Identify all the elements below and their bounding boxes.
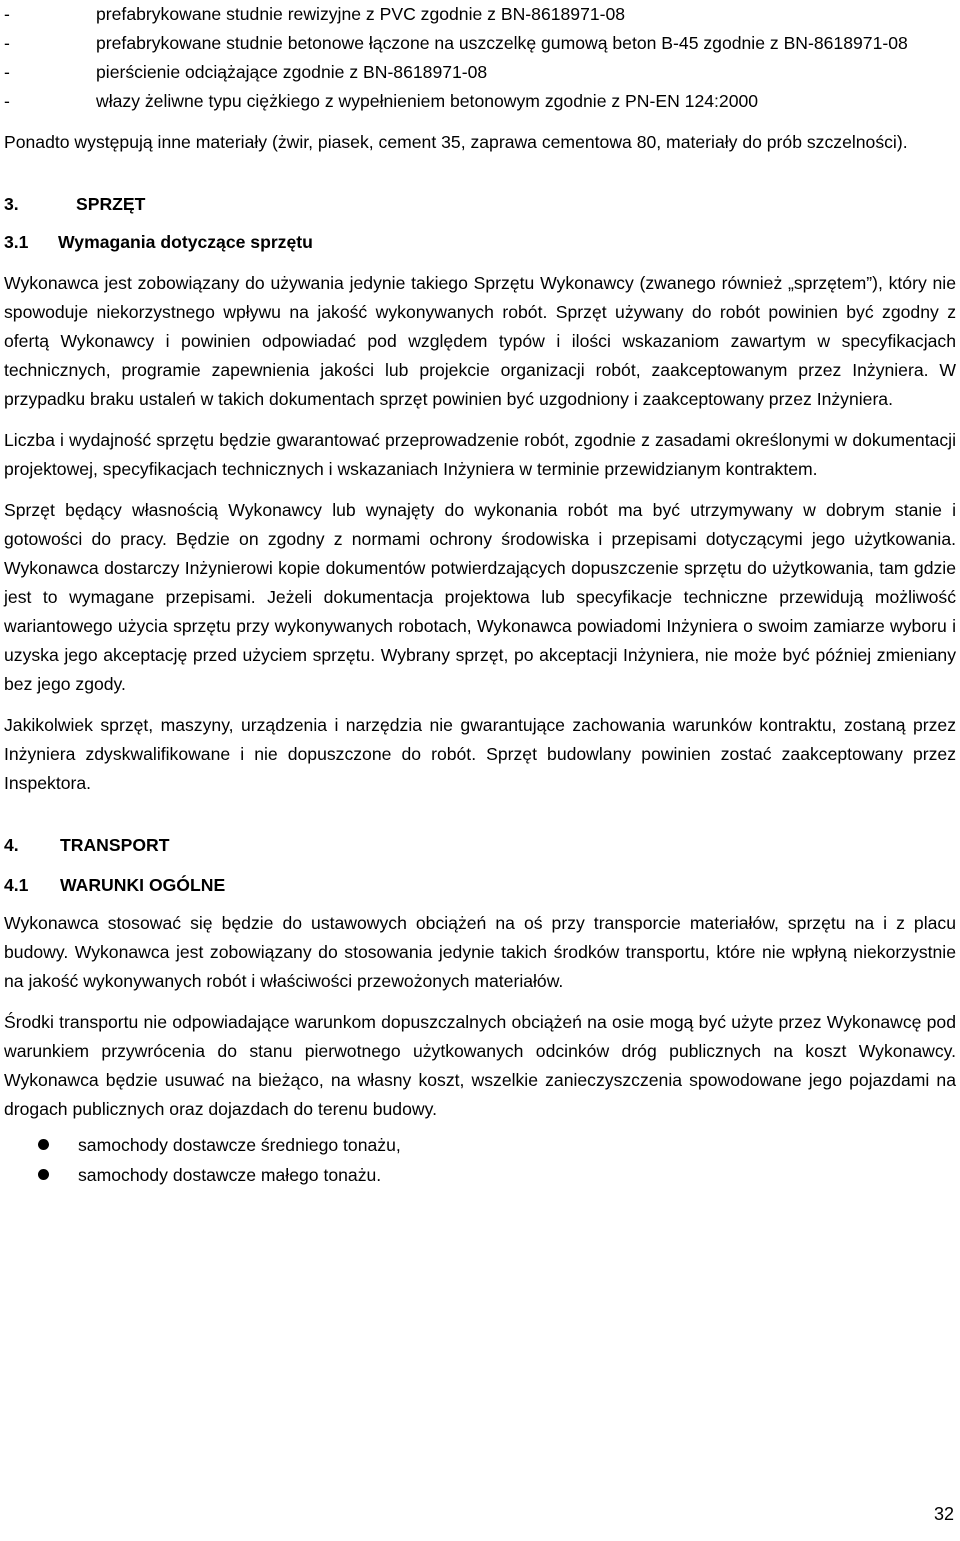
section-title: TRANSPORT xyxy=(60,835,170,855)
list-dash: - xyxy=(4,62,10,82)
subsection-heading-3-1 xyxy=(4,228,956,257)
list-item-text: prefabrykowane studnie rewizyjne z PVC zgodnie z BN-8618971-08 xyxy=(96,4,626,24)
page-content xyxy=(4,0,956,1190)
section-title: Wymagania dotyczące sprzętu xyxy=(58,232,313,252)
page-number: 32 xyxy=(933,1504,954,1524)
list-dash: - xyxy=(4,4,10,24)
paragraph: Środki transportu nie odpowiadające warunkom dopuszczalnych obciążeń na osie mogą być użyte przez Wykonawcę pod warunkiem przywrócenia do stanu pierwotnego użytkowanych odcinków dróg publicznych na koszt Wykonawcy. Wykonawca będzie usuwać na bieżąco, na własny koszt, wszelkie zanieczyszczenia spowodowane jego pojazdami na drogach publicznych oraz dojazdach do terenu budowy. xyxy=(4,1012,956,1119)
list-item-text: włazy żeliwne typu ciężkiego z wypełnieniem betonowym zgodnie z PN-EN 124:2000 xyxy=(96,91,759,111)
list-item xyxy=(4,0,956,29)
materials-list xyxy=(4,0,956,116)
paragraph: Wykonawca stosować się będzie do ustawowych obciążeń na oś przy transporcie materiałów, sprzętu na i z placu budowy. Wykonawca jest zobowiązany do stosowania jedynie takich środków transportu, które nie wpłyną niekorzystnie na jakość wykonywanych robót i właściwości przewożonych materiałów. xyxy=(4,913,956,991)
paragraph: Wykonawca jest zobowiązany do używania jedynie takiego Sprzętu Wykonawcy (zwanego również „sprzętem”), który nie spowoduje niekorzystnego wpływu na jakość wykonywanych robót. Sprzęt używany do robót powinien być zgodny z ofertą Wykonawcy i powinien odpowiadać pod względem typów i ilości wskazaniom zawartym w specyfikacjach technicznych, programie zapewnienia jakości lub projekcie organizacji robót, zaakceptowanym przez Inżyniera. W przypadku braku ustaleń w takich dokumentach sprzęt powinien być uzgodniony i zaakceptowany przez Inżyniera. xyxy=(4,273,956,409)
section-title: SPRZĘT xyxy=(76,194,146,214)
list-item-text: samochody dostawcze małego tonażu. xyxy=(78,1165,382,1185)
list-item-text: pierścienie odciążające zgodnie z BN-8618971-08 xyxy=(96,62,488,82)
section-number: 4.1 xyxy=(4,875,29,895)
list-item-text: samochody dostawcze średniego tonażu, xyxy=(78,1135,401,1155)
section-number: 3.1 xyxy=(4,232,29,252)
subsection-heading-4-1 xyxy=(4,871,956,900)
section-heading-3 xyxy=(4,190,956,219)
section-heading-4 xyxy=(4,831,956,860)
paragraph-other-materials: Ponadto występują inne materiały (żwir, piasek, cement 35, zaprawa cementowa 80, materiały do prób szczelności). xyxy=(4,132,908,152)
list-dash: - xyxy=(4,91,10,111)
list-item xyxy=(4,29,956,58)
section-title: WARUNKI OGÓLNE xyxy=(60,875,226,895)
list-item xyxy=(4,1160,956,1190)
bullet-icon xyxy=(38,1169,49,1180)
section-number: 3. xyxy=(4,194,19,214)
list-item xyxy=(4,1130,956,1160)
list-item-text: prefabrykowane studnie betonowe łączone na uszczelkę gumową beton B-45 zgodnie z BN-8618971-08 xyxy=(96,33,908,53)
paragraph: Liczba i wydajność sprzętu będzie gwarantować przeprowadzenie robót, zgodnie z zasadami określonymi w dokumentacji projektowej, specyfikacjach technicznych i wskazaniach Inżyniera w terminie przewidzianym kontraktem. xyxy=(4,430,956,479)
vehicle-list xyxy=(4,1130,956,1190)
list-dash: - xyxy=(4,33,10,53)
list-item xyxy=(4,58,956,87)
paragraph: Sprzęt będący własnością Wykonawcy lub wynajęty do wykonania robót ma być utrzymywany w dobrym stanie i gotowości do pracy. Będzie on zgodny z normami ochrony środowiska i przepisami dotyczącymi jego użytkowania. Wykonawca dostarczy Inżynierowi kopie dokumentów potwierdzających dopuszczenie sprzętu do użytkowania, tam gdzie jest to wymagane przepisami. Jeżeli dokumentacja projektowa lub specyfikacje techniczne przewidują możliwość wariantowego użycia sprzętu przy wykonywanych robotach, Wykonawca powiadomi Inżyniera o swoim zamiarze wyboru i uzyska jego akceptację przed użyciem sprzętu. Wybrany sprzęt, po akceptacji Inżyniera, nie może być później zmieniany bez jego zgody. xyxy=(4,500,956,694)
bullet-icon xyxy=(38,1139,49,1150)
section-number: 4. xyxy=(4,835,19,855)
list-item xyxy=(4,87,956,116)
paragraph: Jakikolwiek sprzęt, maszyny, urządzenia i narzędzia nie gwarantujące zachowania warunków kontraktu, zostaną przez Inżyniera zdyskwalifikowane i nie dopuszczone do robót. Sprzęt budowlany powinien zostać zaakceptowany przez Inspektora. xyxy=(4,715,956,793)
